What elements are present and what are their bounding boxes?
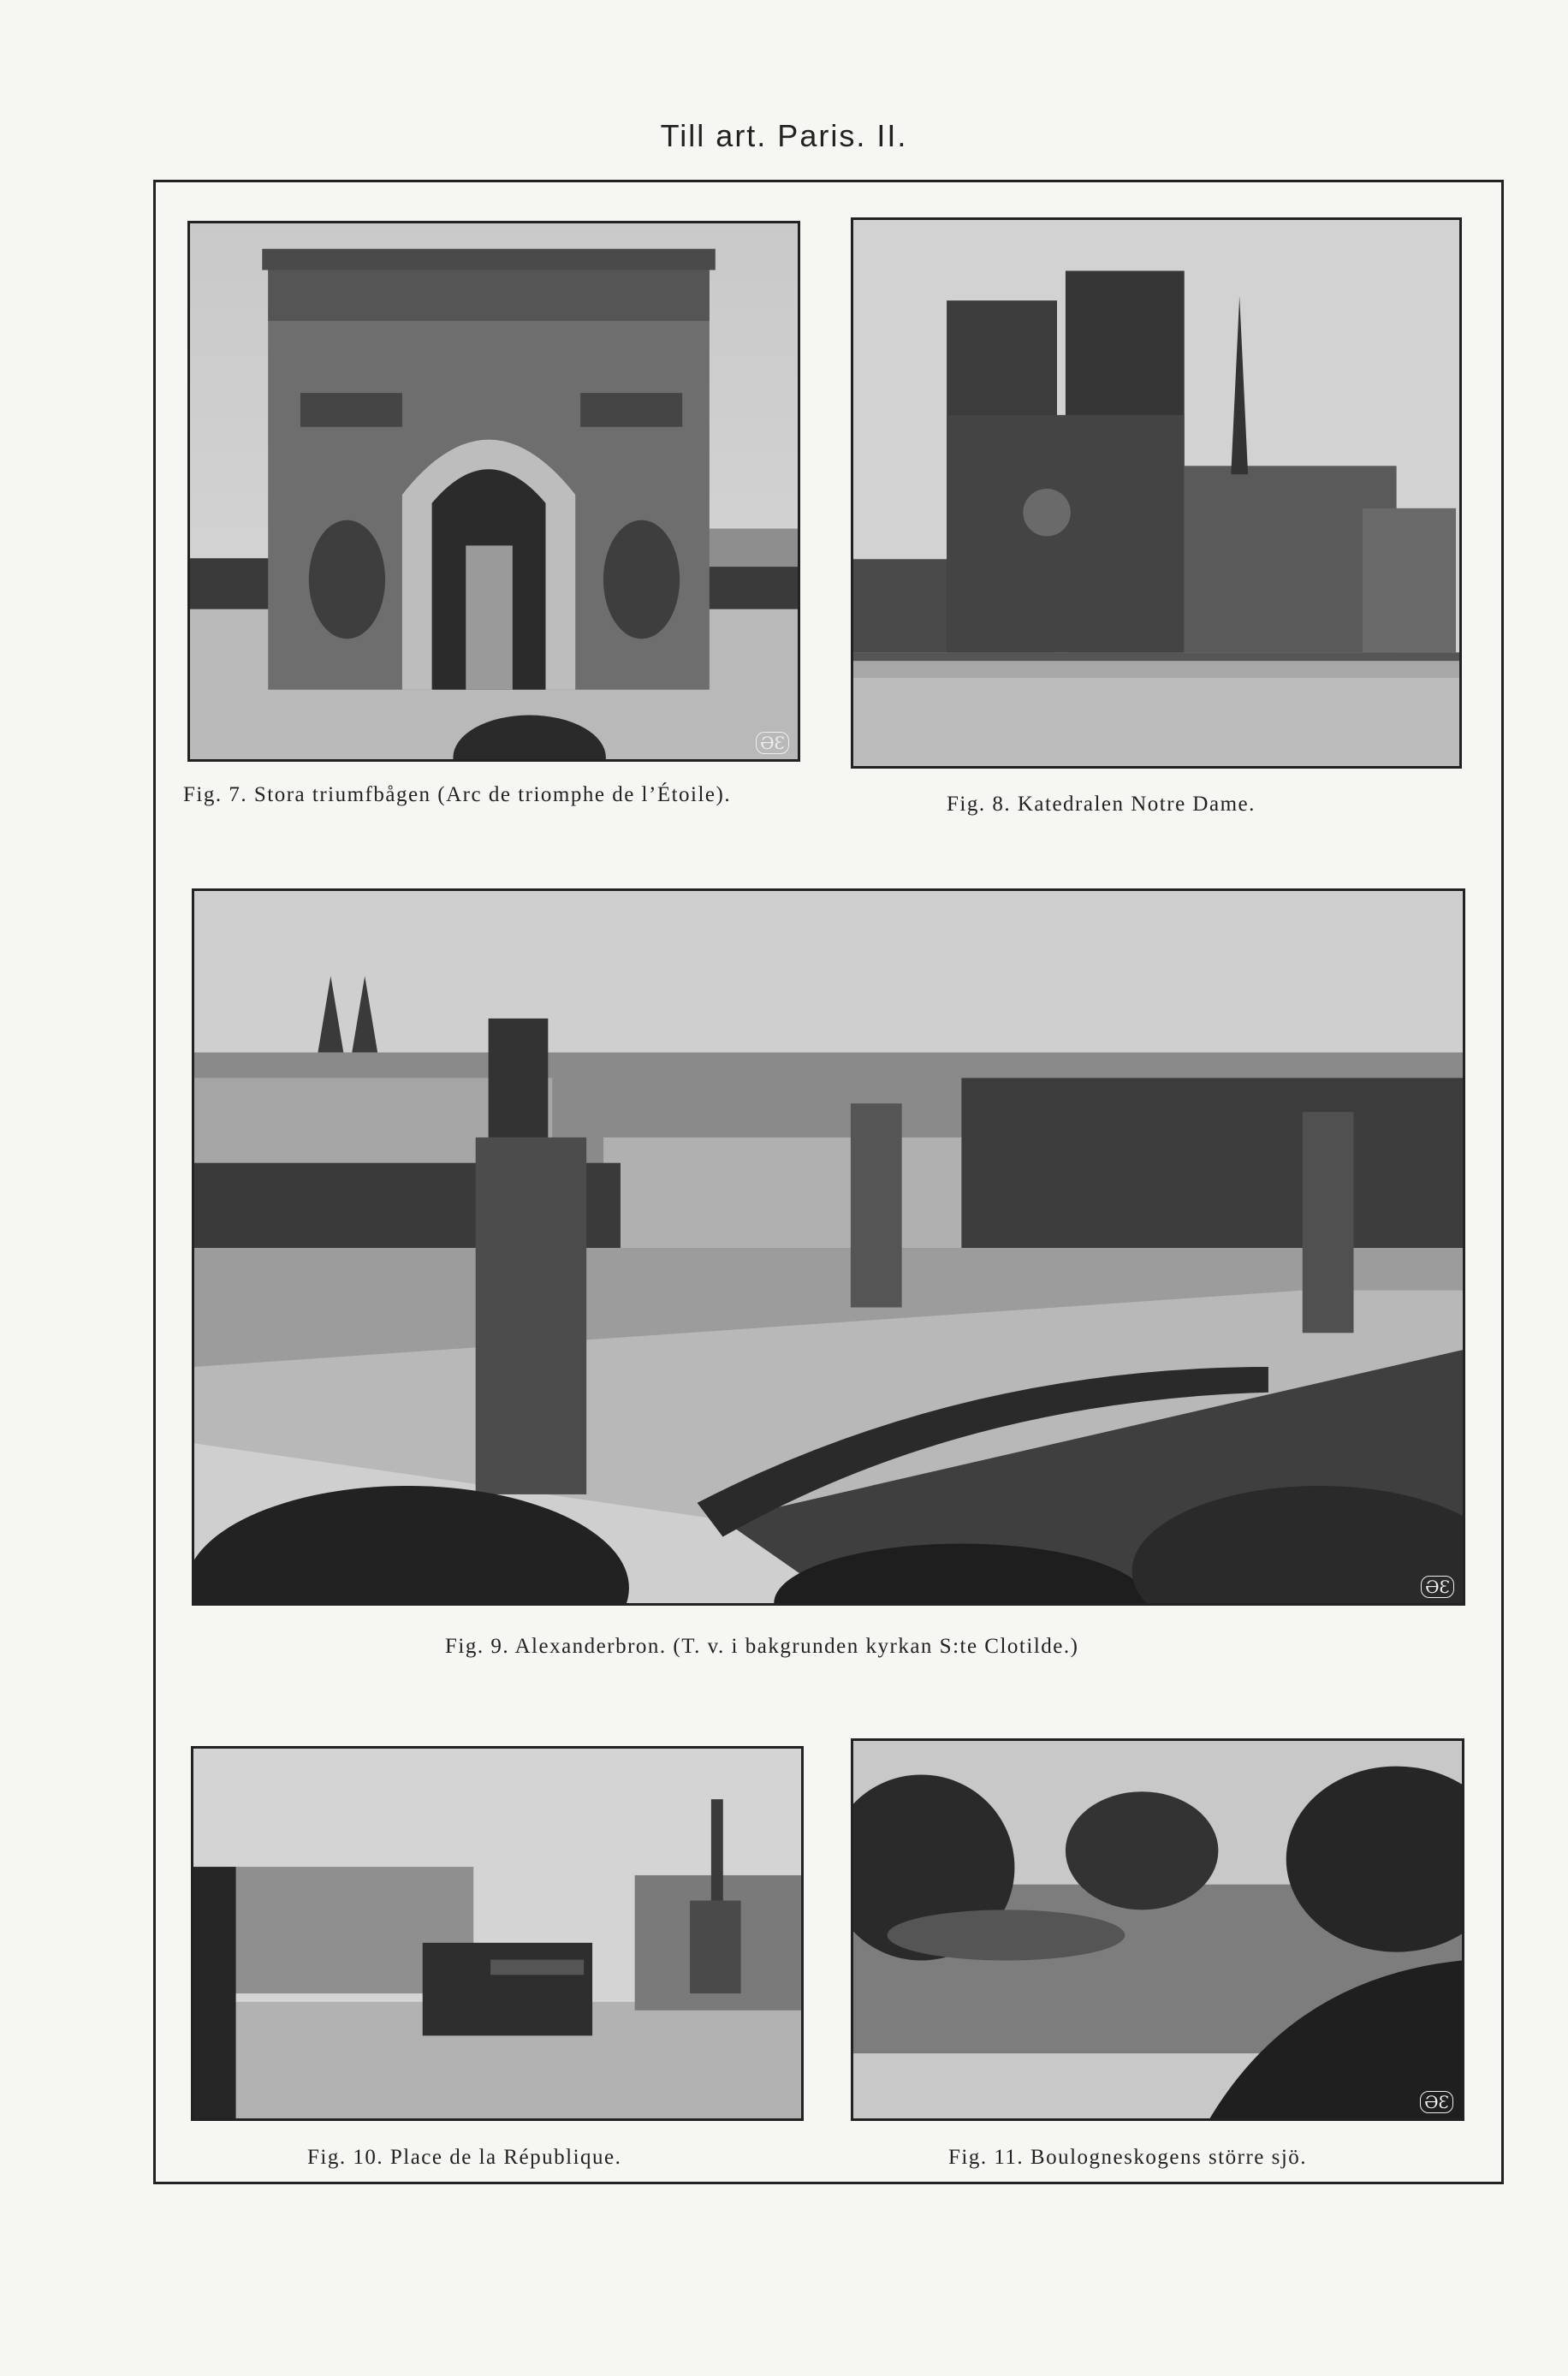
boulogne-lake-photo [851,1738,1464,2121]
figure-11-caption: Fig. 11. Boulogneskogens större sjö. [948,2146,1308,2169]
engraver-monogram: ƏƐ [756,732,789,754]
engraver-monogram: ƏƐ [1420,2091,1453,2113]
figure-8-caption: Fig. 8. Katedralen Notre Dame. [947,793,1256,816]
engraver-monogram: ƏƐ [1421,1576,1454,1598]
place-de-la-republique-photo [191,1746,804,2121]
page-title: Till art. Paris. II. [660,118,908,153]
figure-7-caption: Fig. 7. Stora triumfbågen (Arc de triomphe de l’Étoile). [183,783,732,806]
alexanderbron-photo [192,888,1465,1606]
notre-dame-photo [851,217,1462,769]
figure-9-caption: Fig. 9. Alexanderbron. (T. v. i bakgrunden kyrkan S:te Clotilde.) [445,1635,1079,1658]
arc-de-triomphe-photo [187,221,800,762]
figure-10-caption: Fig. 10. Place de la République. [307,2146,622,2169]
